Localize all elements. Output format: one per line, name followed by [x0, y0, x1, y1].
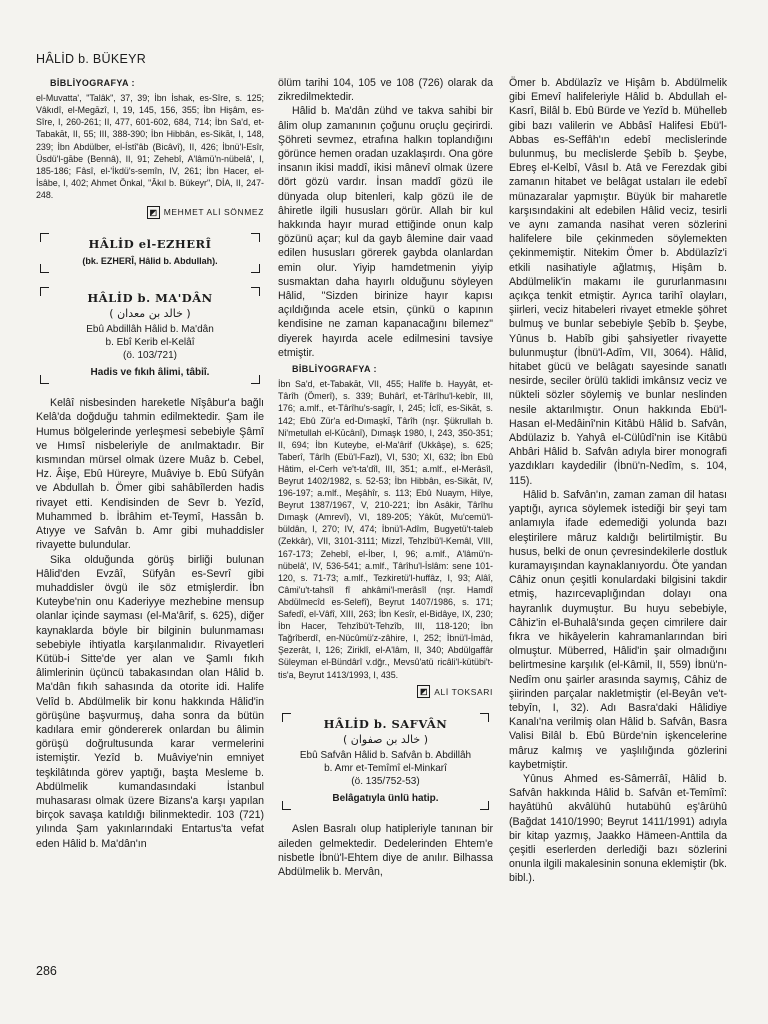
dia-logo-icon: ◩: [417, 685, 430, 698]
body-paragraph: Kelâî nisbesinden hareketle Nîşâbur'a bağlı Kelâ'da doğduğu tahmin edilmektedir. Şam ile Humus bölgelerinde yerleşmesi sebebiyle Şâmî ve Hımsî nisbeleriyle de anılmaktadır. Bir kısmından mürsel olmak üzere Muâz b. Cebel, Hz. Âişe, Ebû Hüreyre, Muâviye b. Ebû Süfyân ve Abdullah b. Ömer gibi sahâbîlerden hadis rivayet etti. Kendisinden de Sevr b. Yezîd, Muhammed b. İbrâhim et-Teymî, Hassân b. Atıyye ve Safvân b. Amr gibi muhaddisler rivayette bulundular.: [36, 397, 264, 552]
body-paragraph: Aslen Basralı olup hatipleriyle tanınan bir aileden gelmektedir. Dedelerinden Ehtem'e nisbetle İbnü'l-Ehtem diye de anılır. Bilhassa Abdülmelik b. Mervân,: [278, 823, 493, 879]
body-paragraph: Hâlid b. Safvân'ın, zaman zaman dil hatası yaptığı, ayrıca söylemek istediği bir şeyi tam anlamıyla ifade edemediği yolunda bazı eleştirilere mâruz kaldığı belirtilmiştir. Bu husus, belki de onun çevresindekilerle dostluk kuramayışından kaynaklanıyordu. Öte yandan Câhiz onun çeşitli konulardaki bilgisini takdir etmiş, hazırcevaplığından dolayı ona hayranlık duymuştur. Bu huyu sebebiyle, Câhiz'in el-Buhalâ'sında geçen cimrilere dair fıkra ve hikâyelerin kahramanlarından biri olmuştur. Müberred, Hâlid'in şair olmadığını belirtmesine karşılık (el-Kâmil, II, 559) İbnü'n-Nedîm onu şairler arasında saymış, Câhiz de şiirinden parçalar nakletmiştir (el-Beyân ve't-tebyîn, I, 32). Adı Basra'daki Hâlidiye Kanalı'na verilmiş olan Hâlid b. Safvân, Basra Valisi Bilâl b. Ebû Bürde'nin işkencelerine mâruz kalmış ve yaşlılığında gözlerini kaybetmiştir.: [509, 488, 727, 771]
entry-description: Belâgatıyla ünlü hatip.: [332, 793, 439, 805]
entry-header-madan: [40, 287, 260, 385]
bibliography-label: BİBLİYOGRAFYA :: [292, 364, 377, 375]
column-3: [509, 76, 727, 984]
entry-dates: (ö. 103/721): [123, 350, 177, 362]
entry-full-name-2: b. Amr et-Temîmî el-Minkarî: [324, 763, 447, 775]
author-name: ALİ TOKSARI: [434, 686, 493, 697]
author-signature: [278, 685, 493, 699]
bibliography-text: İbn Sa'd, et-Tabakāt, VII, 455; Halîfe b. Hayyât, et-Târîh (Ömerî), s. 339; Buhârî, et-Târîhu'l-kebîr, III, 176; a.mlf., et-Târîhu's-sagîr, I, 245; İclî, es-Sikāt, s. 142; Ebû Zür'a ed-Dımaşkī, Târîh (nşr. Şükrullah b. Ni'metullah el-Kūcânî), Dımaşk 1980, I, 243, 350-351; II, 694; İbn Kuteybe, el-Ma'ârif (Ukkâşe), s. 625; Taberî, Târîh (Ebü'l-Fazl), VI, 530; XI, 632; İbn Ebû Hâtim, el-Cerh ve't-ta'dîl, III, 351; a.mlf., el-Merâsîl, Beyrut 1402/1982, s. 52-53; İbn Hibbân, es-Sikāt, IV, 196-197; a.mlf., Meşâhîr, s. 113; Ebû Nuaym, Hilye, Beyrut 1387/1967, V, 210-221; İbn Asâkir, Târîhu Dımaşk (Amrevî), VI, 189-205; Yâkūt, Mu'cemü'l-büldân, I, 270; IV, 474; İbnü'l-Adîm, Bugyetü't-taleb (Zekkâr), VII, 3101-3111; Mizzî, Tehzîbü'l-Kemâl, VIII, 167-173; Zehebî, el-İber, I, 96; a.mlf., A'lâmü'n-nübelâ', IV, 536-541; a.mlf., Târîhu'l-İslâm: sene 101-120, s. 71-73; a.mlf., Tezkiretü'l-huffâz, I, 93; Alâî, Câmi'u't-tahsîl fî ahkâmi'l-merâsîl (nşr. Hamdî Abdülmecîd es-Selefî), Beyrut 1407/1986, s. 171; Safedî, el-Vâfî, XIII, 263; İbn Kesîr, el-Bidâye, IX, 230; İbn Hacer, Tehzîbü't-Tehzîb, III, 118-120; İbn Tağrîberdî, en-Nücûmü'z-zâhire, I, 252; İbnü'l-İmâd, Şezerât, I, 126; Ziriklî, el-A'lâm, II, 340; Abdülgaffâr Süleyman el-Bündârî v.dğr., Mevsû'atü ricâli'l-kütübi't-tis'a, Beyrut 1413/1993, I, 435.: [278, 379, 493, 680]
body-paragraph: Hâlid b. Ma'dân zühd ve takva sahibi bir âlim olup zamanının çoğunu oruçlu geçirirdi. Şöhreti sevmez, etrafına halkın toplandığını görünce hemen oradan uzaklaşırdı. Ona göre insanın ikisi maddî, ikisi mânevî olmak üzere dört gözü vardır. İnsan maddî gözü ile dünyada olup bitenleri, kalp gözü ile de âhiretle ilgili hususları görür. Allah bir kul hakkında hayır murad ettiğinde onun kalp gözünü açar; kul da gayb âlemine dair vaad edilen hususları görerek gaybda olanlardan emin olur. Yiyip hamdetmenin yiyip susmaktan daha hayırlı olduğunu söyleyen Hâlid, "Sizden birinize hayır kapısı açıldığında acele etsin, çünkü o kapının kendisine ne zaman kapanacağını bilemez" diyerek hayırda acele edilmesini tavsiye etmiştir.: [278, 105, 493, 359]
entry-title: HÂLİD b. SAFVÂN: [323, 716, 448, 731]
entry-title: HÂLİD el-EZHERÎ: [88, 237, 212, 252]
cross-reference: (bk. EZHERÎ, Hâlid b. Abdullah).: [82, 256, 218, 267]
page-number: 286: [36, 964, 57, 978]
entry-full-name-1: Ebû Safvân Hâlid b. Safvân b. Abdillâh: [299, 750, 472, 762]
body-paragraph: ölüm tarihi 104, 105 ve 108 (726) olarak da zikredilmektedir.: [278, 77, 493, 104]
entry-dates: (ö. 135/752-53): [351, 776, 420, 788]
author-name: MEHMET ALİ SÖNMEZ: [163, 207, 264, 218]
entry-full-name-1: Ebû Abdillâh Hâlid b. Ma'dân: [86, 324, 214, 336]
entry-header-ezheri: [40, 233, 260, 272]
bibliography-text: el-Muvatta', "Talâk", 37, 39; İbn İshak, es-Sîre, s. 125; Vâkıdî, el-Megāzî, I, 19, 145, 156, 355; İbn Hişâm, es-Sîre, I, 260-261; II, 477, 601-602, 684, 714; İbn Sa'd, et-Tabakāt, II, 55; III, 388-390; İbn Hibbân, es-Sikāt, I, 148, 239; İbn Abdülber, el-İstî'âb (Bicâvî), II, 426; İbnü'l-Esîr, Üsdü'l-gābe (Bennâ), II, 91; Zehebî, A'lâmü'n-nübelâ', I, 185-186; Fâsî, el-'İkdü's-semîn, IV, 261; İbn Hacer, el-İsâbe, I, 402; Ahmet Önkal, "Âkıl b. Bükeyr", DİA, II, 247-248.: [36, 93, 264, 200]
body-paragraph: Ömer b. Abdülazîz ve Hişâm b. Abdülmelik gibi Emevî halifeleriyle Hâlid b. Abdullah el-Kasrî, Bilâl b. Ebû Bürde ve Yezîd b. Mühelleb gibi bazı valilerin ve Abbâsî Halifesi Ebü'l-Abbas es-Seffâh'ın edebî meclislerinde bulunmuş, bu meclislerde Şebîb b. Şeybe, Ebreş el-Kelbî, Vâsıl b. Atâ ve Ferezdak gibi zamanın hitabet ve belâgat ustaları ile edebî münazaralar yapmıştır. Büyük bir maharetle karşısındakini alt edebilen Hâlid veciz, tesirli ve aynı zamanda nasihat veren sözlerini halifelere bile çekinmeden söylemekten çekinmemiştir. Nitekim Ömer b. Abdülazîz'i etkili nasihatiyle ağlatmış, Hişâm b. Abdülmelik'in makamı ile gururlanmasını açıkça tenkit etmiştir. Ayrıca tarihî olayları, şiirleri, veciz hitabeleri rivayet etmekle şöhret bulmuş ve bunlar sebebiyle Şebîb b. Şeybe, Yûnus b. Habîb gibi şahsiyetler rivayette bulunmuştur (İbnü'l-Adîm, VII, 3064). Hâlid, hitabet gücü ve belâgatı sayesinde sanatlı nesirde, seciler örülü taklidi imkânsız veciz ve nükteli sözler söylemiş ve bunlar neslinden nesile aktarılmıştır. Onun hakkında Ebü'l-Hasan el-Medâinî'nin Kitâbü Hâlid b. Safvân, Abdülaziz b. Yahyâ el-Cülûdî'nin ise Kitâbü Ahbâri Hâlid b. Safvân adıyla birer monografi yazdıkları kaydedilir (İbnü'n-Nedîm, s. 104, 115).: [509, 77, 727, 487]
entry-arabic-name: ( خالد بن صفوان ): [342, 733, 429, 747]
entry-arabic-name: ( خالد بن معدان ): [109, 306, 191, 320]
author-signature: [36, 205, 264, 219]
entry-header-safvan: [282, 713, 489, 811]
column-1: [36, 76, 264, 984]
column-2: [278, 76, 493, 984]
bibliography-label: BİBLİYOGRAFYA :: [50, 78, 135, 88]
body-paragraph: Yûnus Ahmed es-Sâmerrâî, Hâlid b. Safvân hakkında Hâlid b. Safvân et-Temîmî: hayâtühû akvâlühû hutabühû eş'ârühû (Bağdat 1410/1990; Beyrut 1411/1991) adıyla bir kitap yazmış, Jaakko Hämeen-Anttila da çeşitli eserlerden derlediği bazı sözlerini onunla ilgili makalesinin sonuna eklemiştir (bk. bibl.).: [509, 772, 727, 885]
body-paragraph: Sika olduğunda görüş birliği bulunan Hâlid'den Evzâî, Süfyân es-Sevrî gibi muhaddisler övgü ile söz etmişlerdir. İbn Kuteybe'nin onu Kaderiyye mezhebine mensup olanlar içinde sayması (el-Ma'ârif, s. 625), diğer kaynaklarda böyle bir bilginin bulunmaması sebebiyle ihtiyatla karşılanmalıdır. Rivayetleri Kütüb-i Sitte'de yer alan ve Şamlı fıkıh âlimlerinin üçüncü tabakasından olan Hâlid b. Ma'dân fıkıh sahasında da otorite idi. Halife Velîd b. Abdülmelik bir konu hakkında Hâlid'in görüşüne başvurmuş, daha sonra da bütün kadılara emir göndererek onlardan bu âlimin görüşü doğrultusunda karar vermelerini istemiştir. Yezîd b. Muâviye'nin emniyet teşkilâtında görev yaptığı, başta Mesleme b. Abdülmelik kumandasındaki İstanbul muhasarası olmak üzere Bizans'a karşı yapılan birçok savaşa katıldığı bilinmektedir. 103 (721) yılında Şam yakınlarındaki Entartus'ta vefat eden Hâlid b. Ma'dân'ın: [36, 553, 264, 850]
entry-full-name-2: b. Ebî Kerib el-Kelâî: [105, 337, 195, 349]
dia-logo-icon: ◩: [147, 206, 160, 219]
running-head: HÂLİD b. BÜKEYR: [36, 52, 147, 66]
entry-title: HÂLİD b. MA'DÂN: [87, 290, 213, 305]
entry-description: Hadis ve fıkıh âlimi, tâbiî.: [90, 367, 210, 379]
